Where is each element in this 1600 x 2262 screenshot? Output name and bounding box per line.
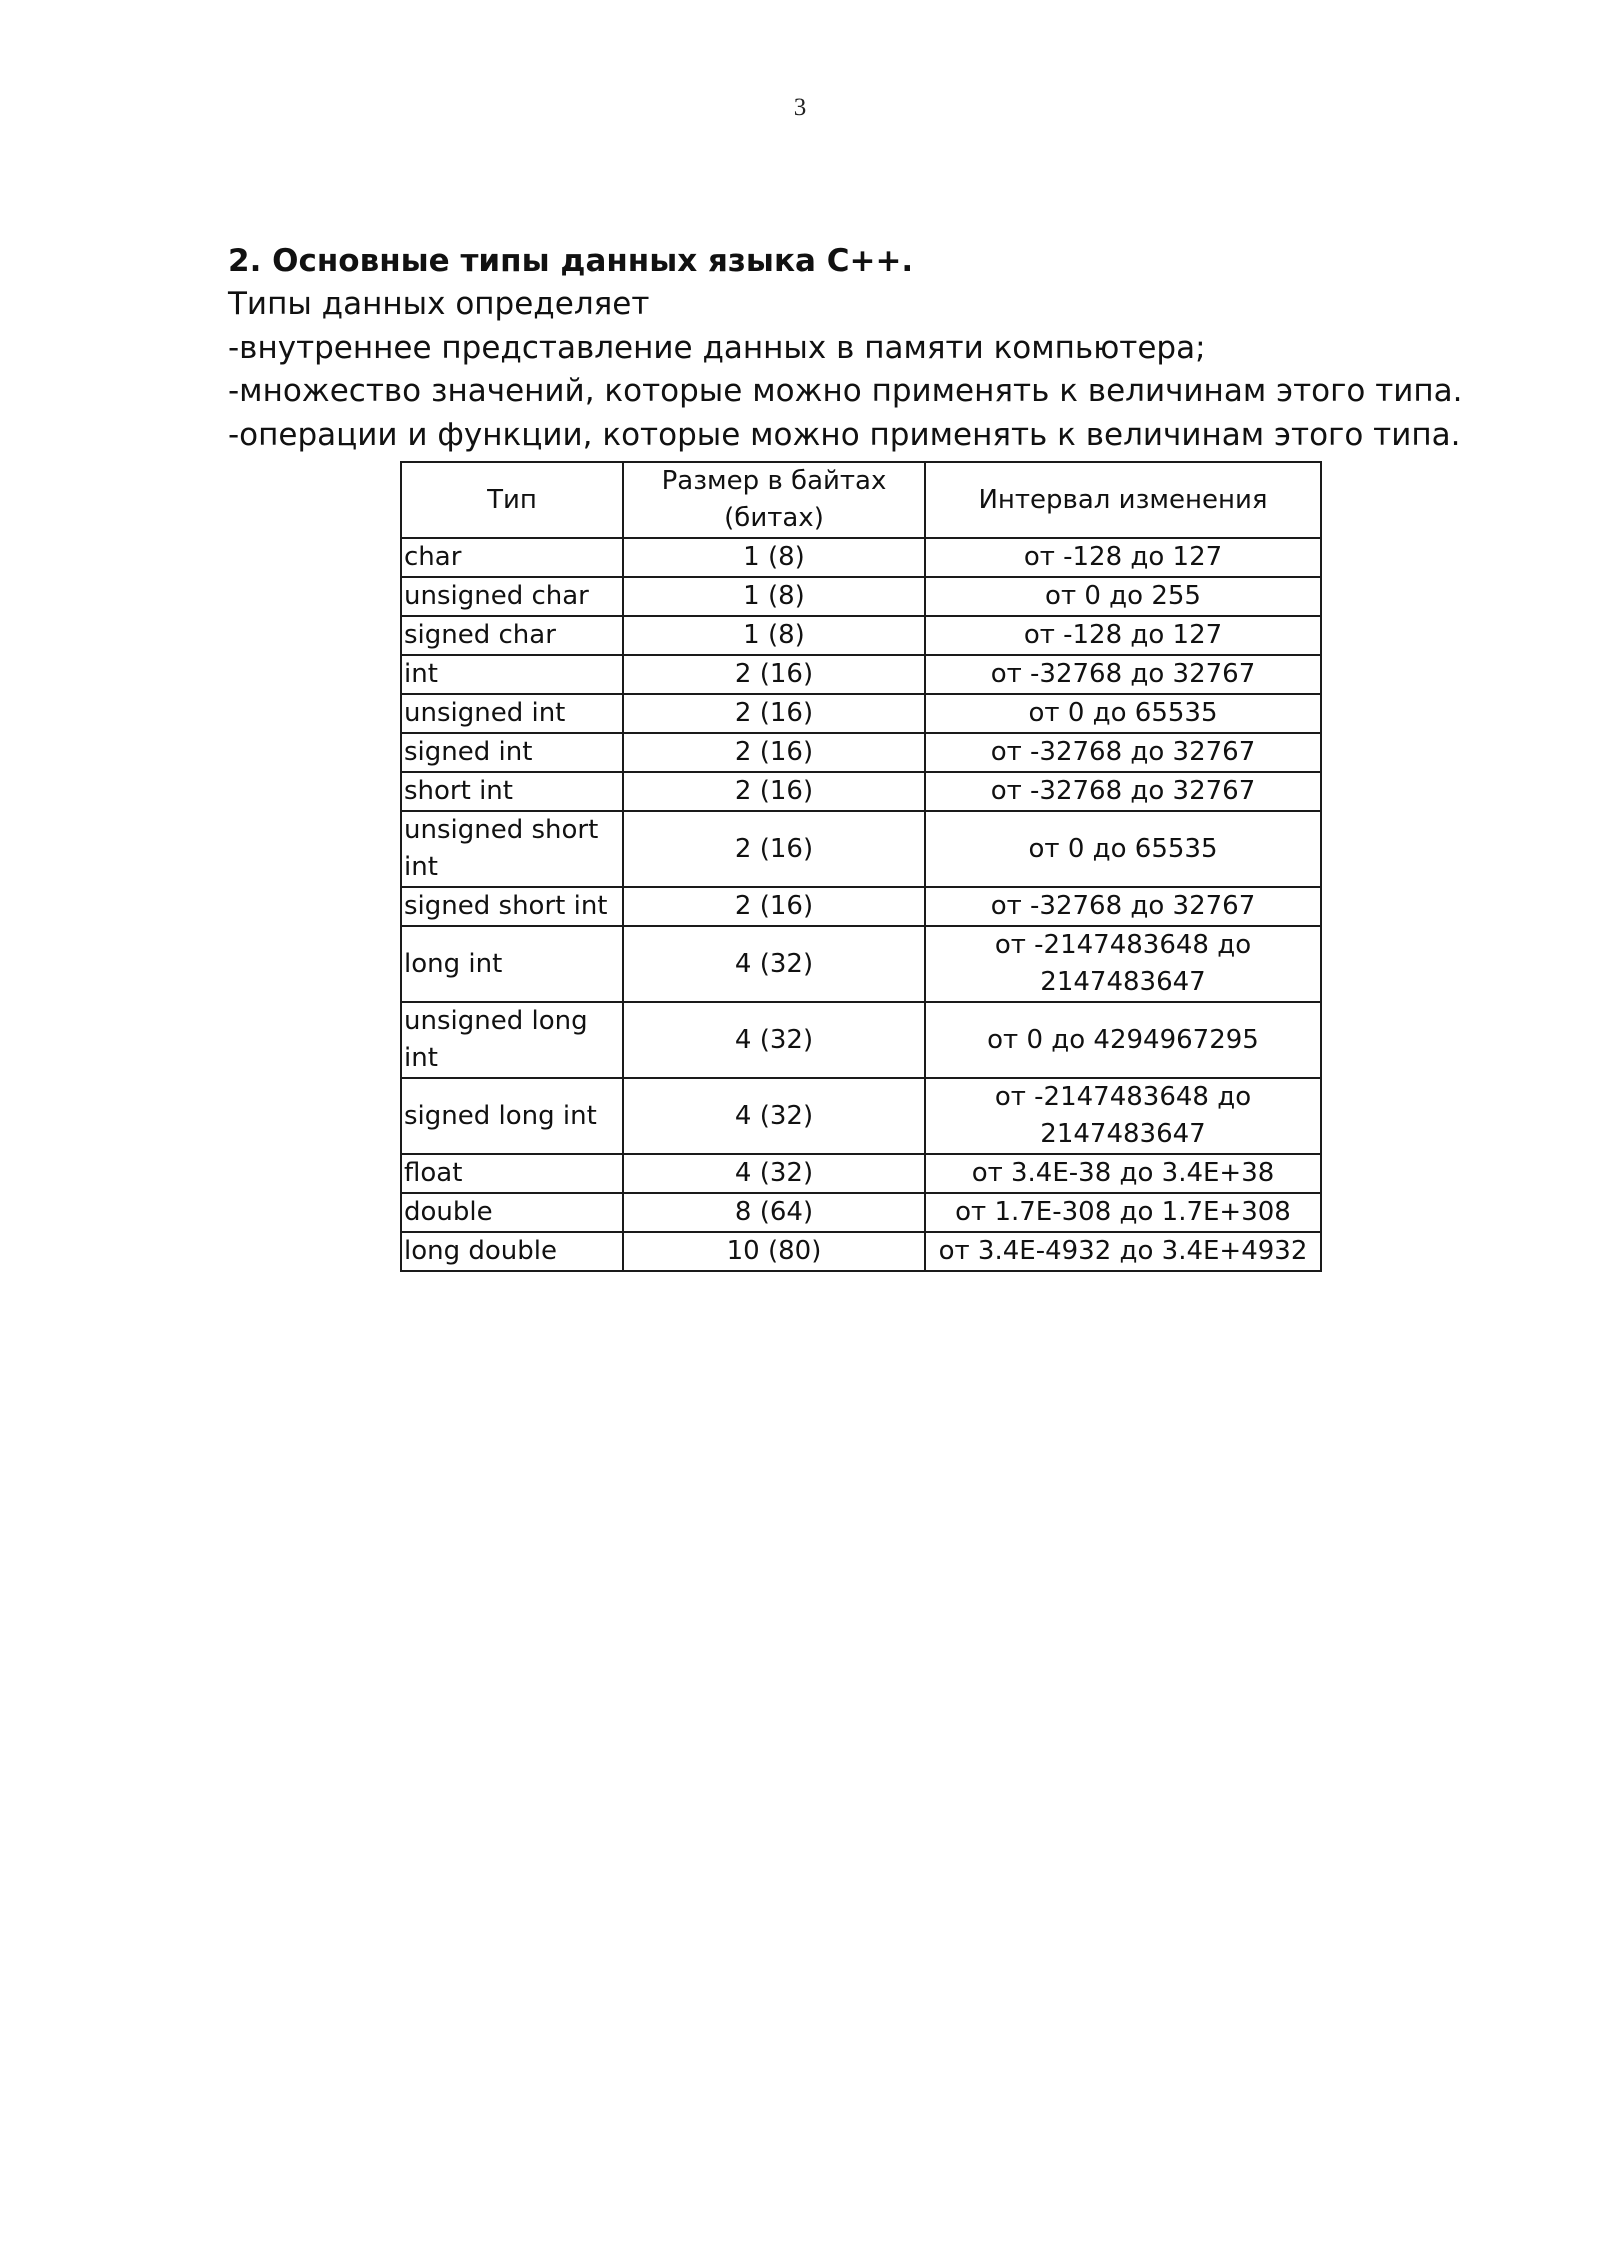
header-size-line2: (битах) — [724, 503, 824, 533]
list-item-representation: -внутреннее представление данных в памяти компьютера; — [228, 329, 1206, 366]
cell-type: int — [401, 655, 623, 694]
cell-size: 2 (16) — [623, 772, 925, 811]
cell-size: 2 (16) — [623, 887, 925, 926]
list-item-operations: -операции и функции, которые можно применять к величинам этого типа. — [228, 416, 1461, 453]
table-row — [401, 772, 1321, 811]
table-row — [401, 1002, 1321, 1078]
cell-type-line2: int — [404, 852, 438, 882]
table-row — [401, 616, 1321, 655]
cell-type-line1: unsigned long — [404, 1006, 588, 1036]
cell-range — [925, 1078, 1321, 1154]
cell-range: от -32768 до 32767 — [925, 887, 1321, 926]
cell-size: 2 (16) — [623, 811, 925, 887]
table-row — [401, 694, 1321, 733]
cell-size: 10 (80) — [623, 1232, 925, 1271]
cell-type: signed char — [401, 616, 623, 655]
cell-size: 2 (16) — [623, 655, 925, 694]
cell-range: от -32768 до 32767 — [925, 733, 1321, 772]
cell-size: 4 (32) — [623, 1078, 925, 1154]
cell-range — [925, 926, 1321, 1002]
data-types-table — [400, 461, 1322, 1272]
cell-type-line2: int — [404, 1043, 438, 1073]
cell-size: 1 (8) — [623, 577, 925, 616]
table-row — [401, 811, 1321, 887]
cell-type: char — [401, 538, 623, 577]
table-row — [401, 1232, 1321, 1271]
header-range: Интервал изменения — [925, 462, 1321, 538]
cell-type: signed short int — [401, 887, 623, 926]
cell-type: long int — [401, 926, 623, 1002]
cell-range-line1: от -2147483648 до — [994, 1082, 1252, 1112]
table-header-row — [401, 462, 1321, 538]
cell-size: 4 (32) — [623, 1154, 925, 1193]
cell-type: unsigned int — [401, 694, 623, 733]
cell-range: от 3.4Е-38 до 3.4Е+38 — [925, 1154, 1321, 1193]
cell-type-line1: unsigned short — [404, 815, 599, 845]
table-row — [401, 538, 1321, 577]
cell-range: от -32768 до 32767 — [925, 655, 1321, 694]
cell-type: short int — [401, 772, 623, 811]
intro-paragraph: Типы данных определяет — [228, 286, 650, 322]
table-row — [401, 655, 1321, 694]
cell-size: 8 (64) — [623, 1193, 925, 1232]
cell-size: 4 (32) — [623, 1002, 925, 1078]
cell-type: double — [401, 1193, 623, 1232]
cell-type: signed long int — [401, 1078, 623, 1154]
list-item-values: -множество значений, которые можно применять к величинам этого типа. — [228, 373, 1463, 409]
cell-range: от 0 до 65535 — [925, 811, 1321, 887]
table-row — [401, 887, 1321, 926]
header-size-line1: Размер в байтах — [661, 466, 887, 496]
cell-type: unsigned char — [401, 577, 623, 616]
table-row — [401, 577, 1321, 616]
cell-type — [401, 1002, 623, 1078]
header-size — [623, 462, 925, 538]
cell-range: от 0 до 4294967295 — [925, 1002, 1321, 1078]
table-row — [401, 1078, 1321, 1154]
cell-range: от -32768 до 32767 — [925, 772, 1321, 811]
section-content — [228, 240, 1498, 457]
table-row — [401, 1154, 1321, 1193]
cell-type: long double — [401, 1232, 623, 1271]
cell-range: от 3.4Е-4932 до 3.4Е+4932 — [925, 1232, 1321, 1271]
header-type: Тип — [401, 462, 623, 538]
cell-size: 2 (16) — [623, 733, 925, 772]
cell-type — [401, 811, 623, 887]
cell-range-line2: 2147483647 — [1040, 1119, 1206, 1149]
cell-range: от -128 до 127 — [925, 616, 1321, 655]
cell-range: от -128 до 127 — [925, 538, 1321, 577]
cell-size: 4 (32) — [623, 926, 925, 1002]
table-row — [401, 1193, 1321, 1232]
cell-size: 1 (8) — [623, 616, 925, 655]
page-number: 3 — [793, 94, 807, 121]
table-row — [401, 733, 1321, 772]
cell-size: 1 (8) — [623, 538, 925, 577]
table-row — [401, 926, 1321, 1002]
cell-range: от 0 до 255 — [925, 577, 1321, 616]
cell-range: от 1.7Е-308 до 1.7Е+308 — [925, 1193, 1321, 1232]
cell-range-line2: 2147483647 — [1040, 967, 1206, 997]
section-heading: 2. Основные типы данных языка С++. — [228, 243, 914, 279]
cell-type: signed int — [401, 733, 623, 772]
cell-range-line1: от -2147483648 до — [994, 930, 1252, 960]
cell-type: float — [401, 1154, 623, 1193]
cell-range: от 0 до 65535 — [925, 694, 1321, 733]
cell-size: 2 (16) — [623, 694, 925, 733]
